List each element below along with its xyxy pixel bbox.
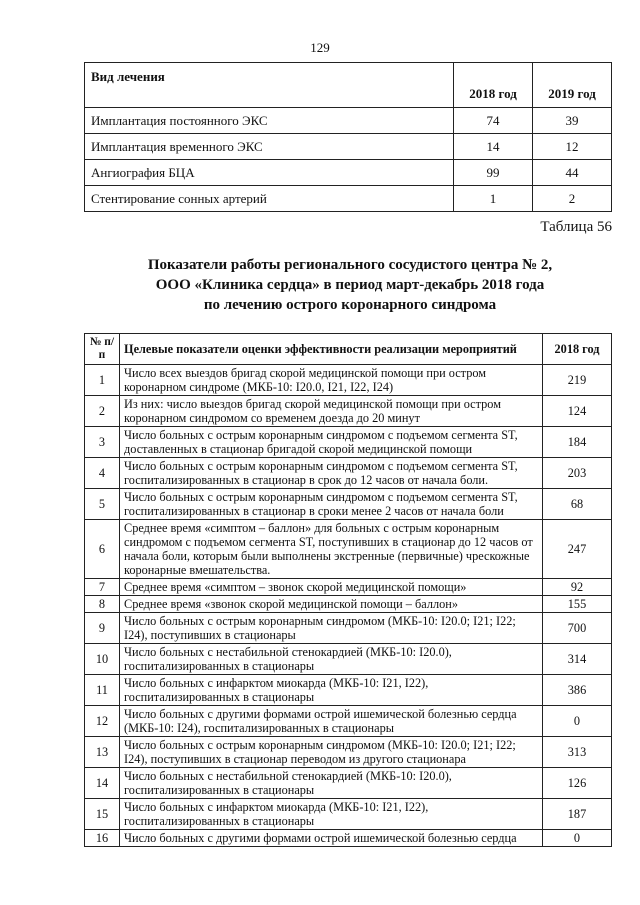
row-number: 14 [85, 768, 120, 799]
indicator-text: Из них: число выездов бригад скорой медицинской помощи при остром коронарном синдромом со временем доезда до 20 минут [120, 396, 543, 427]
table-row [85, 675, 612, 706]
indicator-value: 92 [543, 579, 612, 596]
table-row [85, 799, 612, 830]
table-row [85, 830, 612, 847]
row-number: 4 [85, 458, 120, 489]
table-row [85, 737, 612, 768]
indicator-text: Число больных с инфарктом миокарда (МКБ-10: I21, I22), госпитализированных в стационары [120, 675, 543, 706]
indicator-text: Среднее время «симптом – звонок скорой медицинской помощи» [120, 579, 543, 596]
indicators-table [84, 333, 612, 847]
value-2019: 44 [533, 160, 612, 186]
title-line-2: ООО «Клиника сердца» в период март-декабрь 2018 года [155, 277, 545, 293]
header-year-2019: 2019 год [533, 63, 612, 108]
row-number: 9 [85, 613, 120, 644]
row-number: 8 [85, 596, 120, 613]
row-number: 2 [85, 396, 120, 427]
indicator-text: Среднее время «симптом – баллон» для больных с острым коронарным синдромом с подъемом сегмента ST, поступивших в стационар до 12 часов от начала боли, которым были выполнены экстренные (первичные) чрескожные коронарные вмешательства. [120, 520, 543, 579]
indicator-text: Число больных с острым коронарным синдромом с подъемом сегмента ST, доставленных в стационар бригадой скорой медицинской помощи [120, 427, 543, 458]
row-number: 10 [85, 644, 120, 675]
table-row [85, 768, 612, 799]
table-row [85, 458, 612, 489]
indicator-value: 187 [543, 799, 612, 830]
document-title [90, 255, 610, 315]
indicator-text: Число больных с нестабильной стенокардией (МКБ-10: I20.0), госпитализированных в стационары [120, 768, 543, 799]
title-line-3: по лечению острого коронарного синдрома [203, 297, 497, 313]
indicator-value: 219 [543, 365, 612, 396]
table-row [85, 596, 612, 613]
treatment-name: Ангиография БЦА [85, 160, 454, 186]
indicator-value: 184 [543, 427, 612, 458]
table-row [85, 134, 612, 160]
indicator-value: 126 [543, 768, 612, 799]
header-year: 2018 год [543, 334, 612, 365]
title-line-1: Показатели работы регионального сосудистого центра № 2, [147, 257, 553, 273]
header-row-number: № п/п [85, 334, 120, 365]
table-row [85, 579, 612, 596]
header-indicator: Целевые показатели оценки эффективности реализации мероприятий [120, 334, 543, 365]
indicator-value: 314 [543, 644, 612, 675]
indicator-value: 124 [543, 396, 612, 427]
table-row [85, 427, 612, 458]
row-number: 1 [85, 365, 120, 396]
indicator-value: 203 [543, 458, 612, 489]
value-2018: 1 [454, 186, 533, 212]
table-row [85, 520, 612, 579]
indicator-text: Среднее время «звонок скорой медицинской помощи – баллон» [120, 596, 543, 613]
treatment-name: Имплантация постоянного ЭКС [85, 108, 454, 134]
table-row [85, 108, 612, 134]
row-number: 5 [85, 489, 120, 520]
table-row [85, 160, 612, 186]
value-2019: 39 [533, 108, 612, 134]
row-number: 13 [85, 737, 120, 768]
indicator-text: Число больных с инфарктом миокарда (МКБ-10: I21, I22), госпитализированных в стационары [120, 799, 543, 830]
table-row [85, 644, 612, 675]
row-number: 11 [85, 675, 120, 706]
value-2019: 12 [533, 134, 612, 160]
header-year-2018: 2018 год [454, 63, 533, 108]
table-row [85, 365, 612, 396]
treatment-name: Стентирование сонных артерий [85, 186, 454, 212]
indicator-value: 68 [543, 489, 612, 520]
value-2019: 2 [533, 186, 612, 212]
row-number: 12 [85, 706, 120, 737]
value-2018: 74 [454, 108, 533, 134]
treatment-name: Имплантация временного ЭКС [85, 134, 454, 160]
indicator-text: Число больных с острым коронарным синдромом (МКБ-10: I20.0; I21; I22; I24), поступивших в стационар переводом из другого стационара [120, 737, 543, 768]
table-header-row [85, 334, 612, 365]
treatment-table [84, 62, 612, 212]
page-number: 129 [310, 40, 330, 55]
value-2018: 14 [454, 134, 533, 160]
row-number: 16 [85, 830, 120, 847]
indicator-value: 247 [543, 520, 612, 579]
indicator-text: Число больных с другими формами острой ишемической болезнью сердца (МКБ-10: I24), госпитализированных в стационары [120, 706, 543, 737]
table-header-row [85, 63, 612, 108]
table-row [85, 489, 612, 520]
table-caption: Таблица 56 [540, 219, 612, 235]
row-number: 6 [85, 520, 120, 579]
indicator-text: Число больных с острым коронарным синдромом (МКБ-10: I20.0; I21; I22; I24), поступивших в стационары [120, 613, 543, 644]
table-row [85, 613, 612, 644]
indicator-value: 0 [543, 706, 612, 737]
row-number: 15 [85, 799, 120, 830]
value-2018: 99 [454, 160, 533, 186]
indicator-text: Число всех выездов бригад скорой медицинской помощи при остром коронарном синдроме (МКБ-10: I20.0, I21, I22, I24) [120, 365, 543, 396]
table-row [85, 706, 612, 737]
table-row [85, 396, 612, 427]
table-row [85, 186, 612, 212]
indicator-text: Число больных с нестабильной стенокардией (МКБ-10: I20.0), госпитализированных в стационары [120, 644, 543, 675]
header-treatment-type: Вид лечения [85, 63, 454, 108]
indicator-value: 700 [543, 613, 612, 644]
row-number: 3 [85, 427, 120, 458]
row-number: 7 [85, 579, 120, 596]
indicator-value: 386 [543, 675, 612, 706]
indicator-value: 313 [543, 737, 612, 768]
indicator-text: Число больных с острым коронарным синдромом с подъемом сегмента ST, госпитализированных в стационар в срок до 12 часов от начала боли. [120, 458, 543, 489]
indicator-value: 0 [543, 830, 612, 847]
indicator-text: Число больных с другими формами острой ишемической болезнью сердца [120, 830, 543, 847]
indicator-text: Число больных с острым коронарным синдромом с подъемом сегмента ST, госпитализированных в стационар в сроки менее 2 часов от начала боли [120, 489, 543, 520]
indicator-value: 155 [543, 596, 612, 613]
